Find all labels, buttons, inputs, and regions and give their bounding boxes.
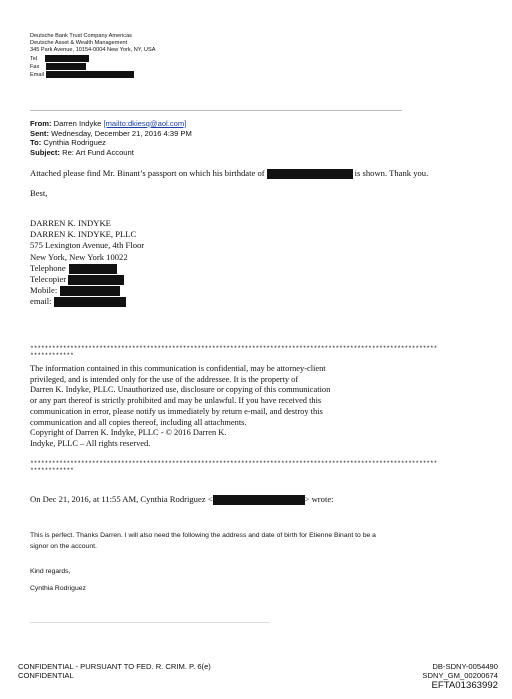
disclaimer-line: Indyke, PLLC – All rights reserved. — [30, 438, 151, 448]
footer-left — [18, 662, 211, 680]
sent-line: Sent: Wednesday, December 21, 2016 4:39 PM — [30, 128, 192, 138]
signature-block — [30, 218, 144, 308]
disclaimer-separator-top: **************************************************************************************************************** ************ — [30, 345, 438, 359]
signature-street: 575 Lexington Avenue, 4th Floor — [30, 240, 145, 251]
signature-name: DARREN K. INDYKE — [30, 218, 111, 228]
body-greeting: Best, — [30, 188, 48, 199]
bates-number-sdny: SDNY_GM_00200674 — [422, 671, 498, 680]
footer-right — [422, 662, 498, 691]
confidential-notice: CONFIDENTIAL - PURSUANT TO FED. R. CRIM. P. 6(e) — [18, 662, 211, 671]
signature-mobile: Mobile: — [30, 285, 144, 296]
redaction — [46, 71, 134, 78]
signature-email: email: — [30, 296, 144, 307]
email-header — [30, 119, 192, 157]
letterhead-bank-name: Deutsche Bank Trust Company Americas — [30, 33, 132, 39]
letterhead-email: Email — [30, 71, 155, 79]
signature-city: New York, New York 10022 — [30, 251, 128, 262]
letterhead-division: Deutsche Asset & Wealth Management — [30, 40, 128, 47]
bates-number-db: DB-SDNY-0054490 — [432, 662, 498, 671]
letterhead — [30, 33, 155, 79]
quoted-reply — [30, 530, 376, 594]
disclaimer-line: Copyright of Darren K. Indyke, PLLC - © 2016 Darren K. — [30, 428, 227, 438]
quote-intro: On Dec 21, 2016, at 11:55 AM, Cynthia Rodriguez < > wrote: — [30, 494, 334, 504]
to-line: To: Cynthia Rodriguez — [30, 138, 106, 148]
signature-telephone: Telephone — [30, 263, 144, 274]
confidential-label: CONFIDENTIAL — [18, 671, 74, 680]
redaction — [267, 169, 353, 179]
reply-line: signor on the account. — [30, 543, 97, 550]
email-body — [30, 168, 428, 199]
body-line: Attached please find Mr. Binant’s passport on which his birthdate of is shown. Thank you. — [30, 168, 429, 178]
subject-line: Subject: Re: Art Fund Account — [30, 147, 134, 157]
letterhead-fax: Fax — [30, 63, 155, 71]
letterhead-tel: Tel — [30, 55, 155, 63]
disclaimer-line: The information contained in this communication is confidential, may be attorney-client — [30, 364, 326, 373]
redaction — [45, 55, 89, 62]
redaction — [69, 264, 117, 274]
redaction — [54, 297, 126, 307]
signature-telecopier: Telecopier — [30, 274, 144, 285]
reply-divider — [30, 622, 270, 623]
disclaimer-line: communication in error, please notify us immediately by return e-mail, and destroy this — [30, 406, 323, 416]
redaction — [46, 63, 86, 70]
disclaimer-line: communication and all copies thereof, including all attachments. — [30, 417, 247, 427]
header-divider — [30, 110, 402, 111]
signature-firm: DARREN K. INDYKE, PLLC — [30, 229, 137, 240]
confidentiality-disclaimer — [30, 364, 330, 450]
disclaimer-line: privileged, and is intended only for the use of the addressee. It is the property of — [30, 374, 299, 384]
reply-line: This is perfect. Thanks Darren. I will also need the following the address and date of birth for Etienne Binant to be a — [30, 532, 376, 539]
bates-number-efta: EFTA01363992 — [431, 680, 498, 691]
disclaimer-line: Darren K. Indyke, PLLC. Unauthorized use, disclosure or copying of this communication — [30, 385, 331, 395]
disclaimer-separator-bottom: **************************************************************************************************************** ************ — [30, 460, 438, 474]
redaction — [213, 495, 305, 505]
redaction — [60, 286, 120, 296]
disclaimer-line: or any part thereof is strictly prohibited and may be unlawful. If you have received this — [30, 396, 322, 406]
letterhead-address: 345 Park Avenue, 10154-0004 New York, NY, USA — [30, 47, 156, 54]
sender-mailto-link[interactable]: [mailto:dkiesq@aol.com] — [103, 119, 187, 128]
redaction — [68, 275, 124, 285]
reply-closing: Kind regards, — [30, 568, 71, 575]
reply-signoff: Cynthia Rodriguez — [30, 585, 86, 592]
from-line: From: Darren Indyke [mailto:dkiesq@aol.com] — [30, 119, 187, 128]
